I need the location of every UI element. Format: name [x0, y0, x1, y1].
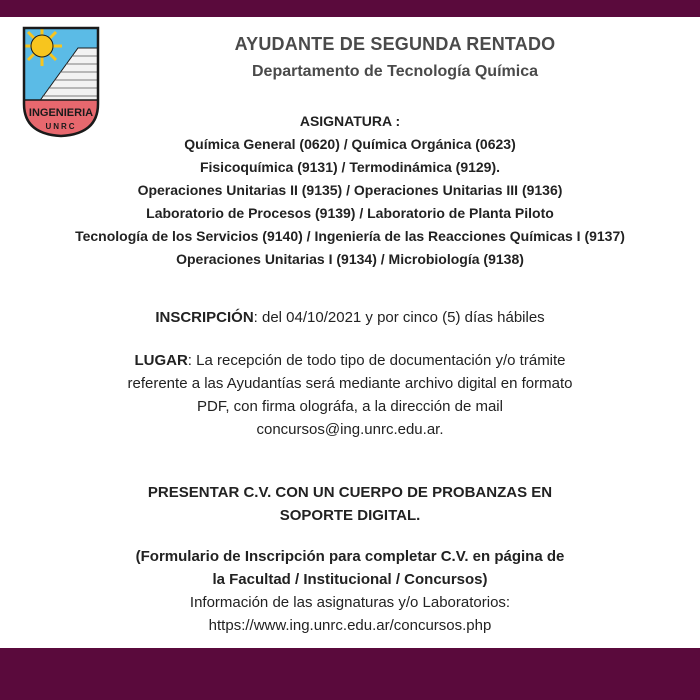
- inscripcion-label: INSCRIPCIÓN: [155, 309, 254, 326]
- asignatura-heading: ASIGNATURA :: [299, 113, 401, 129]
- inscripcion-text: : del 04/10/2021 y por cinco (5) días hábiles: [253, 309, 545, 326]
- formulario-line: (Formulario de Inscripción para completar C.V. en página de: [135, 548, 565, 565]
- lugar-line: : La recepción de todo tipo de documentación y/o trámite: [187, 352, 566, 369]
- formulario-paragraph: [60, 545, 640, 637]
- presentar-notice: [60, 481, 640, 527]
- subject-line: Química General (0620) / Química Orgánica (0623): [184, 136, 516, 152]
- presentar-line: SOPORTE DIGITAL.: [279, 507, 421, 524]
- page-title: AYUDANTE DE SEGUNDA RENTADO: [234, 34, 556, 54]
- logo-subtext: UNRC: [45, 122, 77, 131]
- subject-line: Fisicoquímica (9131) / Termodinámica (9129).: [199, 159, 501, 175]
- top-band: [0, 0, 700, 17]
- asignatura-section: [40, 110, 660, 271]
- formulario-line: la Facultad / Institucional / Concursos): [212, 571, 488, 588]
- bottom-band: [0, 648, 700, 700]
- inscripcion-paragraph: [40, 307, 660, 329]
- lugar-paragraph: [60, 349, 640, 441]
- department-subtitle: Departamento de Tecnología Química: [252, 63, 538, 80]
- lugar-line: referente a las Ayudantías será mediante archivo digital en formato: [127, 375, 573, 392]
- subject-line: Laboratorio de Procesos (9139) / Laboratorio de Planta Piloto: [146, 205, 554, 221]
- subject-line: Operaciones Unitarias I (9134) / Microbiología (9138): [176, 251, 524, 267]
- lugar-label: LUGAR: [134, 352, 188, 369]
- presentar-line: PRESENTAR C.V. CON UN CUERPO DE PROBANZAS EN: [147, 484, 553, 501]
- logo-text: INGENIERIA: [28, 107, 94, 119]
- lugar-line: PDF, con firma olográfa, a la dirección de mail: [197, 398, 503, 415]
- formulario-url: https://www.ing.unrc.edu.ar/concursos.php: [208, 617, 492, 634]
- formulario-info: Información de las asignaturas y/o Laboratorios:: [189, 594, 511, 611]
- subject-line: Tecnología de los Servicios (9140) / Ingeniería de las Reacciones Químicas I (9137): [75, 228, 625, 244]
- lugar-email: concursos@ing.unrc.edu.ar.: [256, 421, 444, 438]
- subject-line: Operaciones Unitarias II (9135) / Operaciones Unitarias III (9136): [137, 182, 563, 198]
